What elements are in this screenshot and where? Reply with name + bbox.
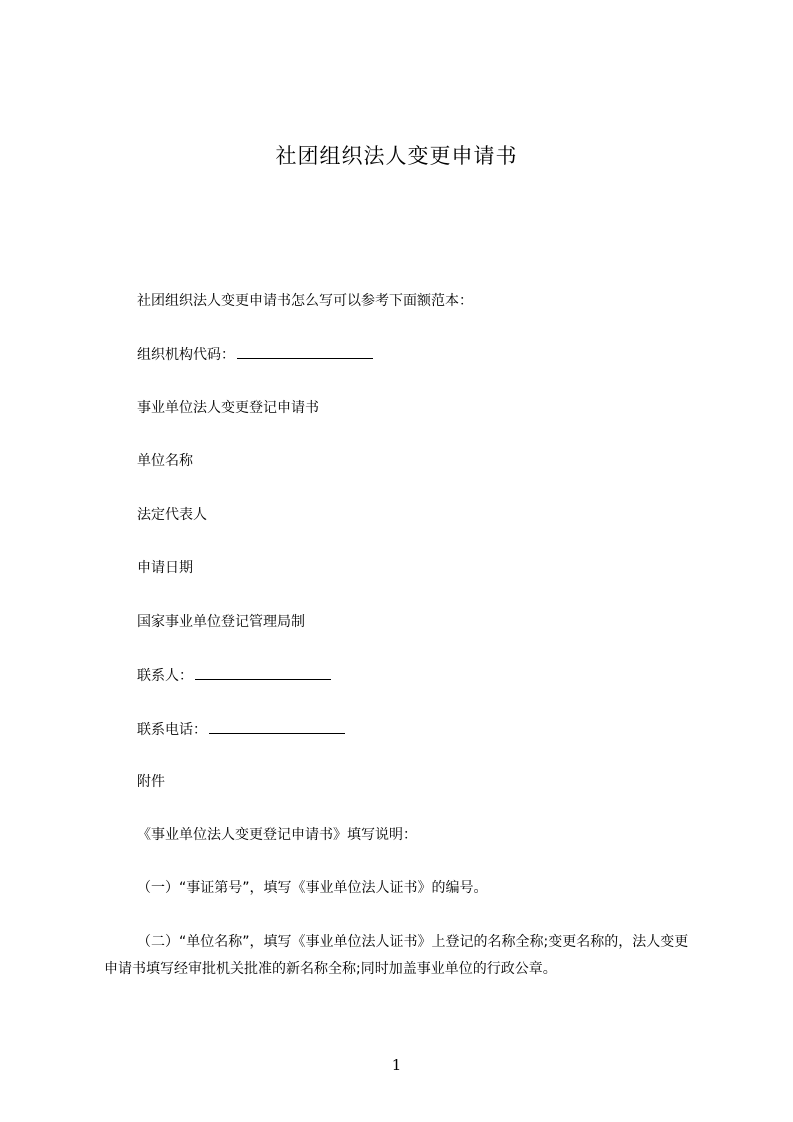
form-title: 事业单位法人变更登记申请书 — [137, 400, 319, 416]
page-number: 1 — [391, 1056, 402, 1074]
phone-label: 联系电话： — [137, 722, 207, 738]
document-title: 社团组织法人变更申请书 — [275, 144, 518, 168]
contact-label: 联系人： — [137, 668, 193, 684]
attachment-label: 附件 — [137, 774, 165, 790]
org-code-label: 组织机构代码： — [137, 347, 235, 363]
bureau-text: 国家事业单位登记管理局制 — [137, 614, 305, 630]
org-code-line — [137, 344, 373, 365]
contact-line — [137, 665, 331, 686]
intro-text: 社团组织法人变更申请书怎么写可以参考下面额范本： — [137, 293, 473, 309]
instruction-item-2: （二）“单位名称”，填写《事业单位法人证书》上登记的名称全称;变更名称的，法人变更申请书填写经审批机关批准的新名称全称;同时加盖事业单位的行政公章。 — [104, 934, 689, 977]
phone-blank — [209, 719, 345, 734]
instructions-title: 《事业单位法人变更登记申请书》填写说明： — [137, 827, 417, 843]
contact-blank — [195, 665, 331, 680]
instruction-item-1: （一）“事证第号”，填写《事业单位法人证书》的编号。 — [137, 880, 488, 896]
legal-rep-label: 法定代表人 — [137, 507, 207, 523]
unit-name-label: 单位名称 — [137, 453, 193, 469]
org-code-blank — [237, 344, 373, 359]
phone-line — [137, 719, 345, 740]
apply-date-label: 申请日期 — [137, 560, 193, 576]
